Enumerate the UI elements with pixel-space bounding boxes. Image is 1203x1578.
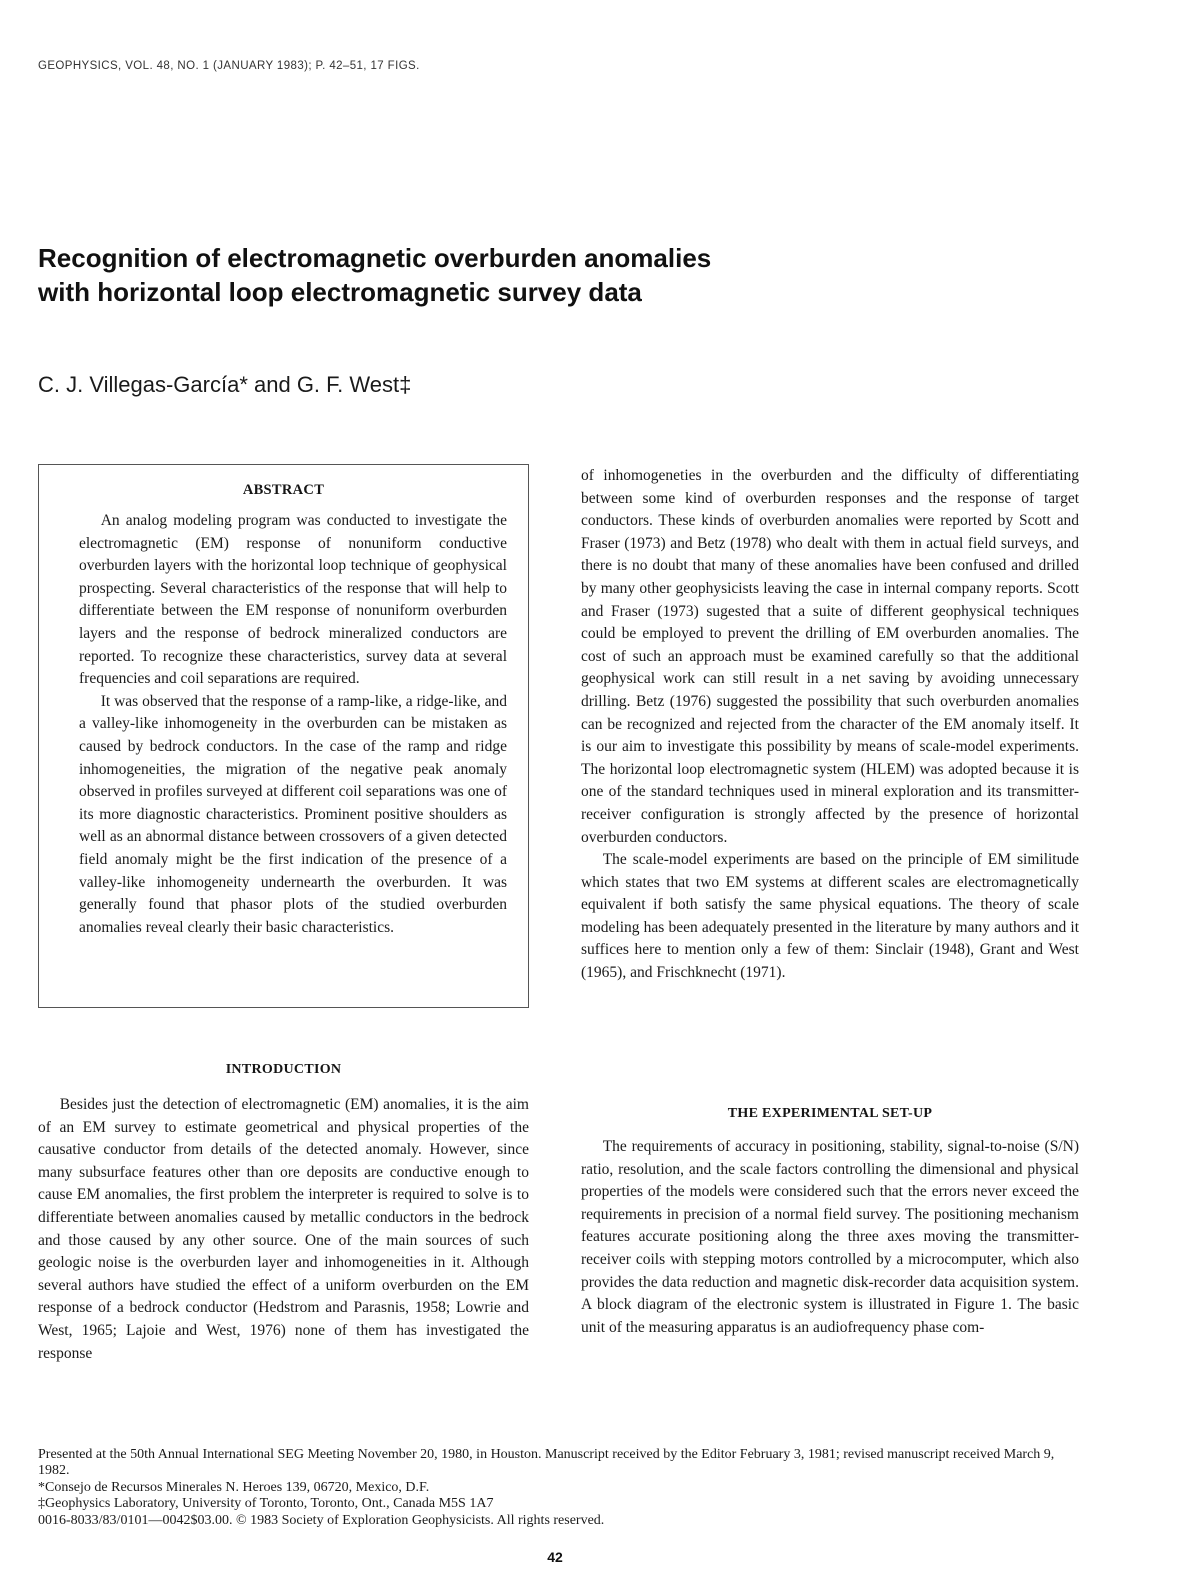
right-column-paragraph-2: The scale-model experiments are based on the principle of EM similitude which states that two EM systems at different scales are electromagnetically equivalent if both satisfy the same physical equations. The theory of scale modeling has been adequately presented in the literature by many authors and it suffices here to mention only a few of them: Sinclair (1948), Grant and West (1965), and Frischknecht (1971). — [581, 851, 1079, 982]
title-line-1: Recognition of electromagnetic overburden anomalies — [38, 243, 712, 273]
right-column-paragraph-1: of inhomogeneties in the overburden and the difficulty of differentiating between some kind of overburden responses and the response of target conductors. These kinds of overburden anomalies were reported by Scott and Fraser (1973) and Betz (1978) who dealt with them in actual field surveys, and there is no doubt that many of these anomalies have been confused and drilled by many other geophysicists leaving the case in internal company reports. Scott and Fraser (1973) sugested that a suite of different geophysical techniques could be employed to prevent the drilling of EM overburden anomalies. The cost of such an approach must be examined carefully so that the additional geophysical work can still result in a net saving by avoiding unnecessary drilling. Betz (1976) suggested the possibility that such overburden anomalies can be recognized and rejected from the character of the EM anomaly itself. It is our aim to investigate this possibility by means of scale-model experiments. The horizontal loop electromagnetic system (HLEM) was adopted because it is one of the standard techniques used in mineral exploration and its transmitter-receiver configuration is strongly affected by the presence of horizontal overburden conductors. — [581, 467, 1079, 846]
authors: C. J. Villegas-García* and G. F. West‡ — [38, 372, 412, 397]
footnote-affiliation-2: ‡Geophysics Laboratory, University of Toronto, Toronto, Ont., Canada M5S 1A7 — [38, 1496, 494, 1512]
footnote-affiliation-1: *Consejo de Recursos Minerales N. Heroes 139, 06720, Mexico, D.F. — [38, 1479, 430, 1495]
footnote-copyright: 0016-8033/83/0101—0042$03.00. © 1983 Society of Exploration Geophysicists. All rights reserved. — [38, 1512, 605, 1528]
running-head: GEOPHYSICS, VOL. 48, NO. 1 (JANUARY 1983); P. 42–51, 17 FIGS. — [38, 60, 420, 72]
page-number: 42 — [547, 1549, 563, 1565]
introduction-paragraph: Besides just the detection of electromagnetic (EM) anomalies, it is the aim of an EM survey to estimate geometrical and physical properties of the causative conductor from details of the detected anomaly. However, since many subsurface features other than ore deposits are conductive enough to cause EM anomalies, the first problem the interpreter is required to solve is to differentiate between anomalies caused by metallic conductors in the bedrock and those caused by any other source. One of the main sources of such geologic noise is the overburden layer and inhomogeneities in it. Although several authors have studied the effect of a uniform overburden on the EM response of a bedrock conductor (Hedstrom and Parasnis, 1958; Lowrie and West, 1965; Lajoie and West, 1976) none of them has investigated the response — [38, 1096, 529, 1362]
introduction-heading: INTRODUCTION — [225, 1062, 342, 1077]
abstract-paragraph-2: It was observed that the response of a ramp-like, a ridge-like, and a valley-like inhomogeneity in the overburden can be mistaken as caused by bedrock conductors. In the case of the ramp and ridge inhomogeneities, the migration of the negative peak anomaly observed in profiles surveyed at different coil separations was one of its more diagnostic characteristics. Prominent positive shoulders as well as an abnormal distance between crossovers of a given detected field anomaly might be the first indication of the presence of a valley-like inhomogeneity undernearth the overburden. It was generally found that phasor plots of the studied overburden anomalies reveal clearly their basic characteristics. — [79, 692, 507, 936]
footnotes — [38, 1447, 1088, 1529]
right-column — [581, 465, 1079, 985]
abstract-heading: ABSTRACT — [242, 482, 325, 498]
paper-title — [38, 241, 1038, 309]
abstract-body — [79, 510, 507, 939]
footnote-presented: Presented at the 50th Annual International SEG Meeting November 20, 1980, in Houston. Manuscript received by the Editor February 3, 1981; revised manuscript received March 9, 1982. — [38, 1447, 1055, 1479]
experimental-setup-heading: THE EXPERIMENTAL SET-UP — [727, 1106, 933, 1121]
abstract-paragraph-1: An analog modeling program was conducted to investigate the electromagnetic (EM) response of nonuniform conductive overburden layers with the horizontal loop technique of geophysical prospecting. Several characteristics of the response that will help to differentiate between the EM response of nonuniform overburden layers and the response of bedrock mineralized conductors are reported. To recognize these characteristics, survey data at several frequencies and coil separations are required. — [79, 512, 507, 688]
left-column — [38, 1094, 529, 1365]
title-line-2: with horizontal loop electromagnetic survey data — [38, 277, 642, 307]
abstract-box — [38, 464, 529, 1008]
experimental-setup-paragraph: The requirements of accuracy in positioning, stability, signal-to-noise (S/N) ratio, resolution, and the scale factors controlling the dimensional and physical properties of the models were considered such that the errors never exceed the requirements in precision of a normal field survey. The positioning mechanism features accurate positioning along the three axes moving the transmitter-receiver coils with stepping motors controlled by a microcomputer, which also provides the data reduction and magnetic disk-recorder data acquisition system. A block diagram of the electronic system is illustrated in Figure 1. The basic unit of the measuring apparatus is an audiofrequency phase com- — [581, 1138, 1079, 1336]
experimental-setup-column — [581, 1136, 1079, 1339]
